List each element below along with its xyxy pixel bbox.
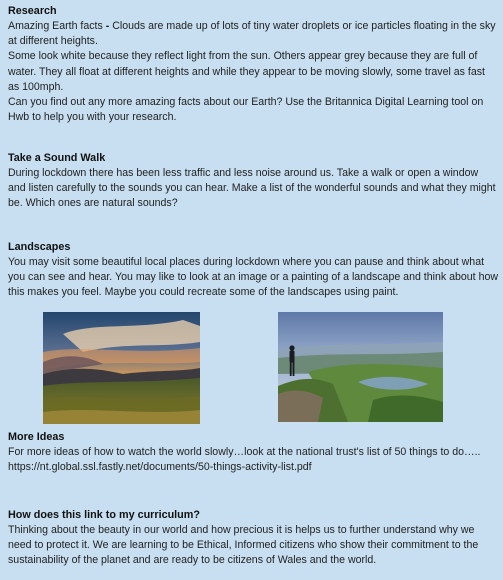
landscapes-section [8,240,498,301]
curriculum-heading: How does this link to my curriculum? [8,509,200,521]
sound-walk-paragraph: During lockdown there has been less traffic and less noise around us. Take a walk or open a window and listen carefully to the sounds you can hear. Make a list of the wonderful sounds and what they might be. Which ones are natural sounds? [8,167,496,210]
more-ideas-section [8,430,498,475]
research-paragraph-1 [8,19,498,49]
research-lead-rest: Clouds are made up of lots of tiny water droplets or ice particles floating in the sky at different heights. [8,20,496,48]
curriculum-section [8,508,498,569]
research-lead: Amazing Earth facts [8,20,103,32]
more-ideas-heading: More Ideas [8,431,65,443]
landscapes-paragraph: You may visit some beautiful local places during lockdown where you can pause and think about what you can see and hear. You may like to look at an image or a painting of a landscape and think about how this makes you feel. Maybe you could recreate some of the landscapes using paint. [8,256,499,299]
sound-walk-heading: Take a Sound Walk [8,152,106,164]
research-section [8,4,498,125]
landscapes-heading: Landscapes [8,241,71,253]
national-trust-link[interactable]: https://nt.global.ssl.fastly.net/documents/50-things-activity-list.pdf [8,461,312,474]
research-paragraph-3: Can you find out any more amazing facts about our Earth? Use the Britannica Digital Learning tool on Hwb to help you with your research. [8,96,484,124]
sound-walk-section [8,151,498,212]
hiker-ridge-image [278,312,443,422]
research-paragraph-2: Some look white because they reflect light from the sun. Others appear grey because they are full of water. They all float at different heights and while they appear to be moving slowly, some travel as fast as 100mph. [8,50,485,93]
research-dash: - [102,20,113,32]
curriculum-paragraph: Thinking about the beauty in our world and how precious it is helps us to further understand why we need to protect it. We are learning to be Ethical, Informed citizens who show their commitment to the sustainability of the planet and are ready to be citizens of Wales and the world. [8,524,479,567]
more-ideas-paragraph: For more ideas of how to watch the world slowly…look at the national trust's list of 50 things to do….. [8,446,481,458]
sunset-landscape-image [43,312,200,424]
research-heading: Research [8,5,57,17]
